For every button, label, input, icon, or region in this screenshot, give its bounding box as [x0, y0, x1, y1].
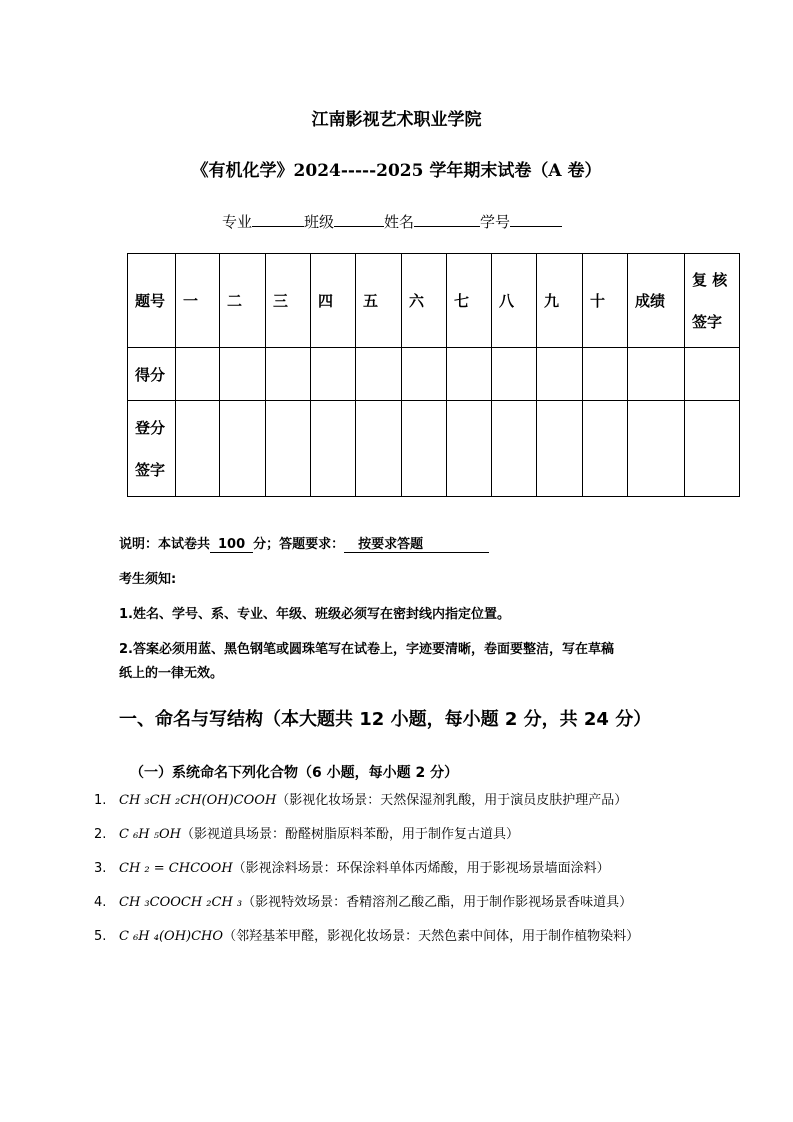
signature-cell[interactable]	[311, 401, 356, 497]
table-row	[128, 348, 740, 401]
signature-cell[interactable]	[492, 401, 537, 497]
score-cell[interactable]	[628, 348, 685, 401]
question-number: 2.	[94, 827, 107, 842]
question-number: 1.	[94, 793, 107, 808]
header-cell: 三	[266, 254, 311, 348]
review-line2: 签字	[692, 312, 723, 331]
name-field[interactable]	[414, 212, 480, 227]
formula: CH ₂ = CHCOOH	[119, 861, 233, 876]
id-field[interactable]	[510, 212, 562, 227]
header-cell: 七	[447, 254, 492, 348]
class-label: 班级	[304, 213, 335, 231]
score-cell[interactable]	[311, 348, 356, 401]
section-title: 一、命名与写结构（本大题共 12 小题，每小题 2 分，共 24 分）	[119, 709, 652, 730]
exam-description	[119, 533, 489, 553]
signature-cell[interactable]	[537, 401, 583, 497]
score-cell[interactable]	[685, 348, 740, 401]
header-cell: 八	[492, 254, 537, 348]
signer-line2: 签字	[135, 460, 166, 479]
notice-item-2-line1: 2.答案必须用蓝、黑色钢笔或圆珠笔写在试卷上，字迹要清晰，卷面要整洁，写在草稿	[119, 642, 614, 657]
signature-cell[interactable]	[685, 401, 740, 497]
question-text: （影视化妆场景：天然保湿剂乳酸，用于演员皮肤护理产品）	[276, 793, 628, 808]
signature-cell[interactable]	[220, 401, 266, 497]
question-text: （影视特效场景：香精溶剂乙酸乙酯，用于制作影视场景香味道具）	[242, 895, 633, 910]
signature-cell[interactable]	[266, 401, 311, 497]
review-signature-header	[685, 254, 740, 348]
total-score: 100	[210, 537, 253, 553]
major-label: 专业	[222, 213, 253, 231]
header-cell: 四	[311, 254, 356, 348]
notice-item-2-line2: 纸上的一律无效。	[119, 666, 224, 681]
score-cell[interactable]	[266, 348, 311, 401]
major-field[interactable]	[252, 212, 304, 227]
school-name: 江南影视艺术职业学院	[311, 110, 482, 130]
signature-cell[interactable]	[176, 401, 220, 497]
list-item	[94, 892, 684, 914]
signer-line1: 登分	[135, 418, 166, 437]
grade-table	[127, 253, 740, 497]
question-list	[94, 790, 684, 960]
description-prefix: 说明：本试卷共	[119, 537, 211, 552]
signer-label	[128, 401, 176, 497]
score-cell[interactable]	[356, 348, 402, 401]
table-row	[128, 254, 740, 348]
list-item	[94, 858, 684, 880]
list-item	[94, 824, 684, 846]
description-mid: 分；答题要求：	[253, 537, 345, 552]
signature-cell[interactable]	[447, 401, 492, 497]
score-cell[interactable]	[220, 348, 266, 401]
question-number: 3.	[94, 861, 107, 876]
notice-title: 考生须知:	[119, 572, 177, 587]
formula: CH ₃CH ₂CH(OH)COOH	[119, 793, 277, 808]
header-cell: 六	[402, 254, 447, 348]
header-cell: 成绩	[628, 254, 685, 348]
class-field[interactable]	[334, 212, 384, 227]
subsection-title: （一）系统命名下列化合物（6 小题，每小题 2 分）	[130, 765, 459, 781]
formula: C ₆H ₄(OH)CHO	[119, 929, 224, 944]
signature-cell[interactable]	[583, 401, 628, 497]
question-text: （邻羟基苯甲醛，影视化妆场景：天然色素中间体，用于制作植物染料）	[223, 929, 640, 944]
answer-requirement: 按要求答题	[344, 533, 489, 553]
score-cell[interactable]	[447, 348, 492, 401]
signature-cell[interactable]	[402, 401, 447, 497]
formula: C ₆H ₅OH	[119, 827, 181, 842]
signature-cell[interactable]	[356, 401, 402, 497]
header-cell: 一	[176, 254, 220, 348]
table-row	[128, 401, 740, 497]
student-info-line	[222, 211, 562, 232]
score-cell[interactable]	[583, 348, 628, 401]
signature-cell[interactable]	[628, 401, 685, 497]
list-item	[94, 926, 684, 948]
score-cell[interactable]	[537, 348, 583, 401]
question-text: （影视道具场景：酚醛树脂原料苯酚，用于制作复古道具）	[180, 827, 519, 842]
header-cell: 九	[537, 254, 583, 348]
score-cell[interactable]	[176, 348, 220, 401]
exam-title: 《有机化学》2024-----2025 学年期末试卷（A 卷）	[191, 161, 602, 181]
header-cell: 十	[583, 254, 628, 348]
header-cell: 五	[356, 254, 402, 348]
question-number: 4.	[94, 895, 107, 910]
review-line1: 复 核	[692, 270, 728, 289]
score-label: 得分	[128, 348, 176, 401]
id-label: 学号	[480, 213, 511, 231]
header-cell: 二	[220, 254, 266, 348]
score-cell[interactable]	[492, 348, 537, 401]
header-cell: 题号	[128, 254, 176, 348]
notice-item-1: 1.姓名、学号、系、专业、年级、班级必须写在密封线内指定位置。	[119, 607, 510, 622]
question-number: 5.	[94, 929, 107, 944]
name-label: 姓名	[384, 213, 415, 231]
score-cell[interactable]	[402, 348, 447, 401]
formula: CH ₃COOCH ₂CH ₃	[119, 895, 243, 910]
list-item	[94, 790, 684, 812]
question-text: （影视涂料场景：环保涂料单体丙烯酸，用于影视场景墙面涂料）	[232, 861, 610, 876]
